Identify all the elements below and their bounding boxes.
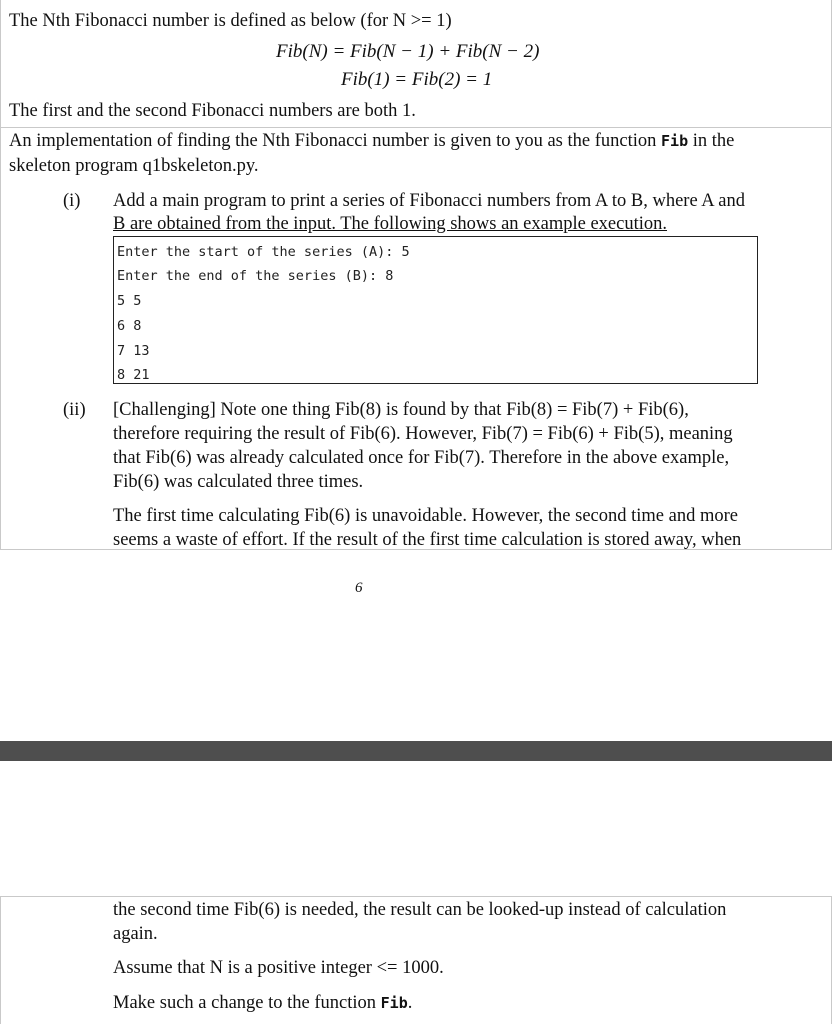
function-name-code: Fib xyxy=(380,994,408,1012)
page-left-border xyxy=(0,896,1,1024)
part-ii-line: therefore requiring the result of Fib(6). However, Fib(7) = Fib(6) + Fib(5), meaning xyxy=(113,424,733,444)
formula-recurrence: Fib(N) = Fib(N − 1) + Fib(N − 2) xyxy=(276,41,540,62)
code-line: 6 8 xyxy=(117,318,142,334)
part-ii-line: The first time calculating Fib(6) is unavoidable. However, the second time and more xyxy=(113,506,738,526)
instruction-line xyxy=(113,992,412,1015)
impl-text: An implementation of finding the Nth Fibonacci number is given to you as the function xyxy=(9,131,662,151)
part-ii-line: that Fib(6) was already calculated once for Fib(7). Therefore in the above example, xyxy=(113,448,730,468)
assumption-line: Assume that N is a positive integer <= 1000. xyxy=(113,958,444,978)
part-i-line: B are obtained from the input. The following shows an example execution. xyxy=(113,214,668,234)
instruction-text: . xyxy=(407,993,413,1013)
code-line: 7 13 xyxy=(117,343,150,359)
instruction-text: Make such a change to the function xyxy=(113,993,381,1013)
function-name-code: Fib xyxy=(661,132,689,150)
page-left-border xyxy=(0,0,1,550)
impl-line xyxy=(9,130,734,153)
code-line: 8 21 xyxy=(117,367,150,383)
part-ii-line: Fib(6) was calculated three times. xyxy=(113,472,364,492)
part-ii-label: (ii) xyxy=(63,400,86,420)
part-ii-line: seems a waste of effort. If the result of the first time calculation is stored away, when xyxy=(113,530,742,550)
part-i-line: Add a main program to print a series of Fibonacci numbers from A to B, where A and xyxy=(113,191,745,211)
part-i-label: (i) xyxy=(63,191,81,211)
part-ii-line: [Challenging] Note one thing Fib(8) is found by that Fib(8) = Fib(7) + Fib(6), xyxy=(113,400,689,420)
intro-line: The Nth Fibonacci number is defined as below (for N >= 1) xyxy=(9,11,452,31)
intro-line: The first and the second Fibonacci numbers are both 1. xyxy=(9,101,416,121)
impl-line: skeleton program q1bskeleton.py. xyxy=(9,156,259,176)
example-execution-box xyxy=(113,236,758,384)
impl-text: in the xyxy=(688,131,735,151)
continuation-line: the second time Fib(6) is needed, the result can be looked-up instead of calculation xyxy=(113,900,727,920)
code-line: Enter the start of the series (A): 5 xyxy=(117,244,410,260)
code-line: 5 5 xyxy=(117,293,142,309)
continuation-line: again. xyxy=(113,924,158,944)
page-number: 6 xyxy=(355,580,363,596)
code-line: Enter the end of the series (B): 8 xyxy=(117,268,394,284)
formula-base-case: Fib(1) = Fib(2) = 1 xyxy=(341,69,493,90)
page-top-rule xyxy=(0,896,832,897)
divider xyxy=(0,127,832,128)
page-break-band xyxy=(0,741,832,761)
